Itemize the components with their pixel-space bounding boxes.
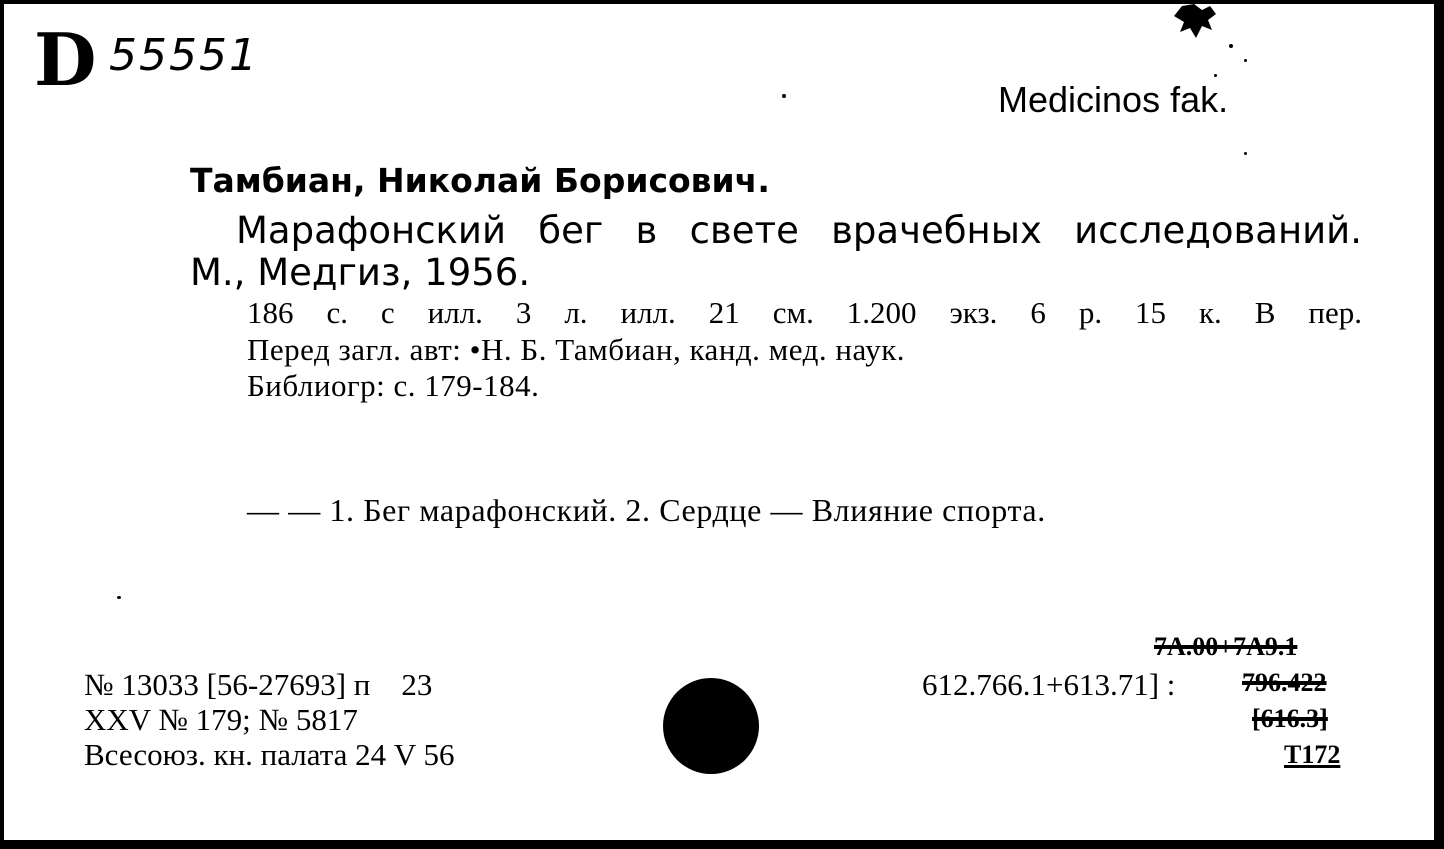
bibliography-note: Библиогр: с. 179-184. <box>247 368 540 403</box>
registration-line: XXV № 179; № 5817 <box>84 702 358 737</box>
subject-headings: — — 1. Бег марафонский. 2. Сердце — Влияние спорта. <box>247 492 1046 528</box>
author-heading: Тамбиан, Николай Борисович. <box>190 161 770 200</box>
physical-description: 186 с. с илл. 3 л. илл. 21 см. 1.200 экз. 6 р. 15 к. В пер. <box>247 295 1362 330</box>
catalog-card <box>4 4 1440 840</box>
scan-speck <box>1244 152 1247 155</box>
stamp-id: D <box>34 17 96 102</box>
struck-code: [616.3] <box>1252 704 1328 733</box>
shelfmark: Т172 <box>1284 740 1341 769</box>
classification-codes: 612.766.1+613.71] : <box>922 667 1176 702</box>
handwritten-id: 55551 <box>109 30 259 81</box>
imprint-line: М., Медгиз, 1956. <box>190 251 531 294</box>
scan-speck <box>782 94 786 98</box>
struck-code: 7А.00+7А9.1 <box>1154 632 1298 661</box>
registration-line: Всесоюз. кн. палата 24 V 56 <box>84 737 455 772</box>
registration-line: № 13033 [56-27693] п 23 <box>84 667 433 702</box>
scan-speck <box>117 596 121 599</box>
scan-speck <box>1229 44 1233 48</box>
struck-code: 796.422 <box>1242 668 1327 697</box>
scan-speck <box>1244 59 1247 62</box>
scan-speck <box>1214 74 1217 77</box>
punch-hole <box>663 678 759 774</box>
ink-blot <box>1172 4 1222 44</box>
faculty-stamp: Medicinos fak. <box>998 79 1229 120</box>
author-note: Перед загл. авт: •Н. Б. Тамбиан, канд. мед. наук. <box>247 332 906 367</box>
title-line: Марафонский бег в свете врачебных исследований. <box>236 209 1362 252</box>
